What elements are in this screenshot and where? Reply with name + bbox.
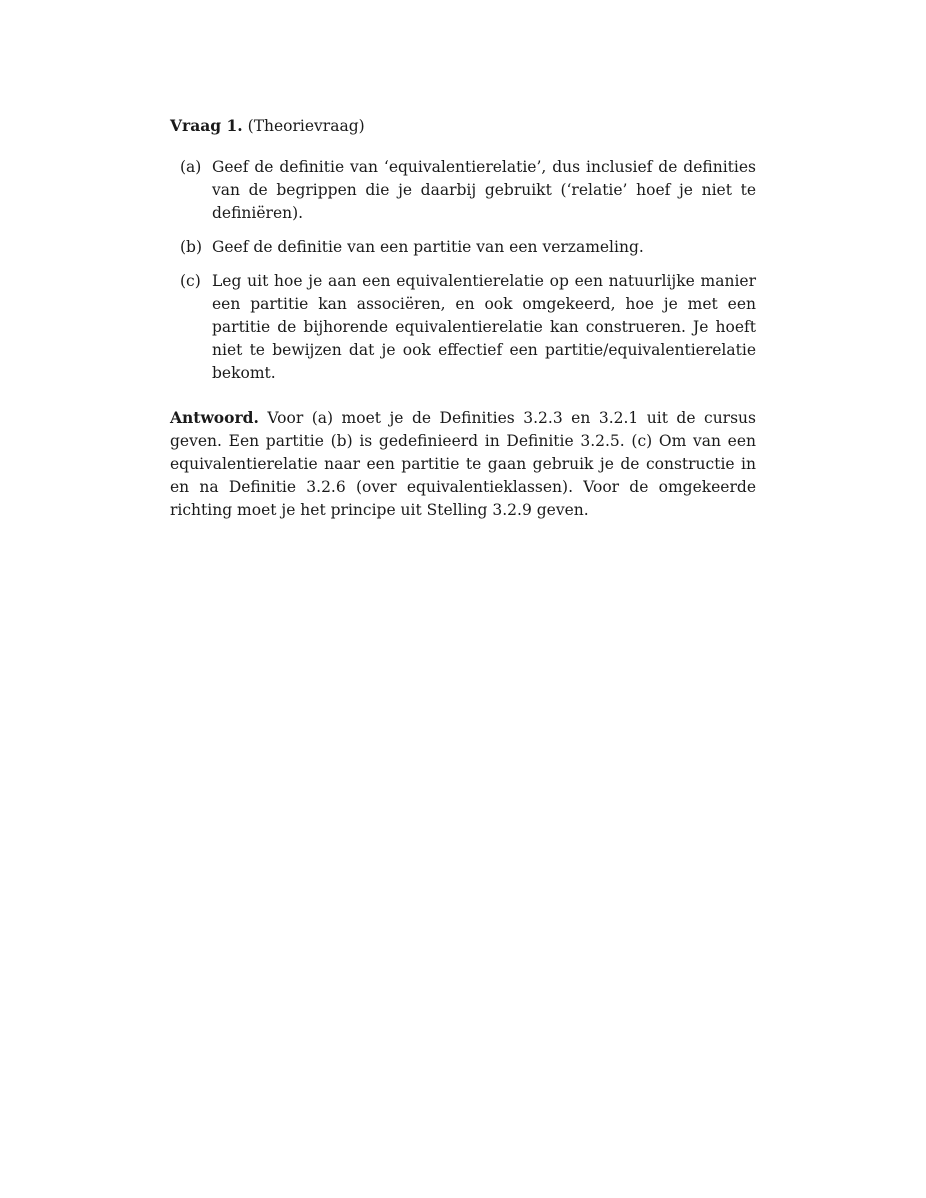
question-label: Vraag 1. [170,116,243,135]
question-item-c [170,270,756,385]
exam-question-block [170,114,756,522]
question-subtitle: (Theorievraag) [247,117,365,135]
question-items-list [170,156,756,385]
answer-text: Voor (a) moet je de Definities 3.2.3 en 3.2.1 uit de cursus geven. Een partitie (b) is gedefinieerd in Definitie 3.2.5. (c) Om van een equivalentierelatie naar een partitie te gaan gebruik je de constructie in en na Definitie 3.2.6 (over equivalentieklassen). Voor de omgekeerde richting moet je het principe uit Stelling 3.2.9 geven. [170,409,756,519]
question-heading [170,114,756,138]
item-text: Geef de definitie van een partitie van een verzameling. [212,238,644,256]
item-text: Geef de definitie van ‘equivalentierelatie’, dus inclusief de definities van de begrippen die je daarbij gebruikt (‘relatie’ hoef je niet te definiëren). [212,158,756,222]
question-item-b [170,236,756,259]
answer-label: Antwoord. [170,408,259,427]
item-label: (c) [180,272,201,290]
answer-paragraph [170,406,756,522]
item-label: (a) [180,158,202,176]
question-item-a [170,156,756,225]
item-label: (b) [180,238,203,256]
item-text: Leg uit hoe je aan een equivalentierelatie op een natuurlijke manier een partitie kan associëren, en ook omgekeerd, hoe je met een partitie de bijhorende equivalentierelatie kan construeren. Je hoeft niet te bewijzen dat je ook effectief een partitie/equivalentierelatie bekomt. [212,272,756,382]
